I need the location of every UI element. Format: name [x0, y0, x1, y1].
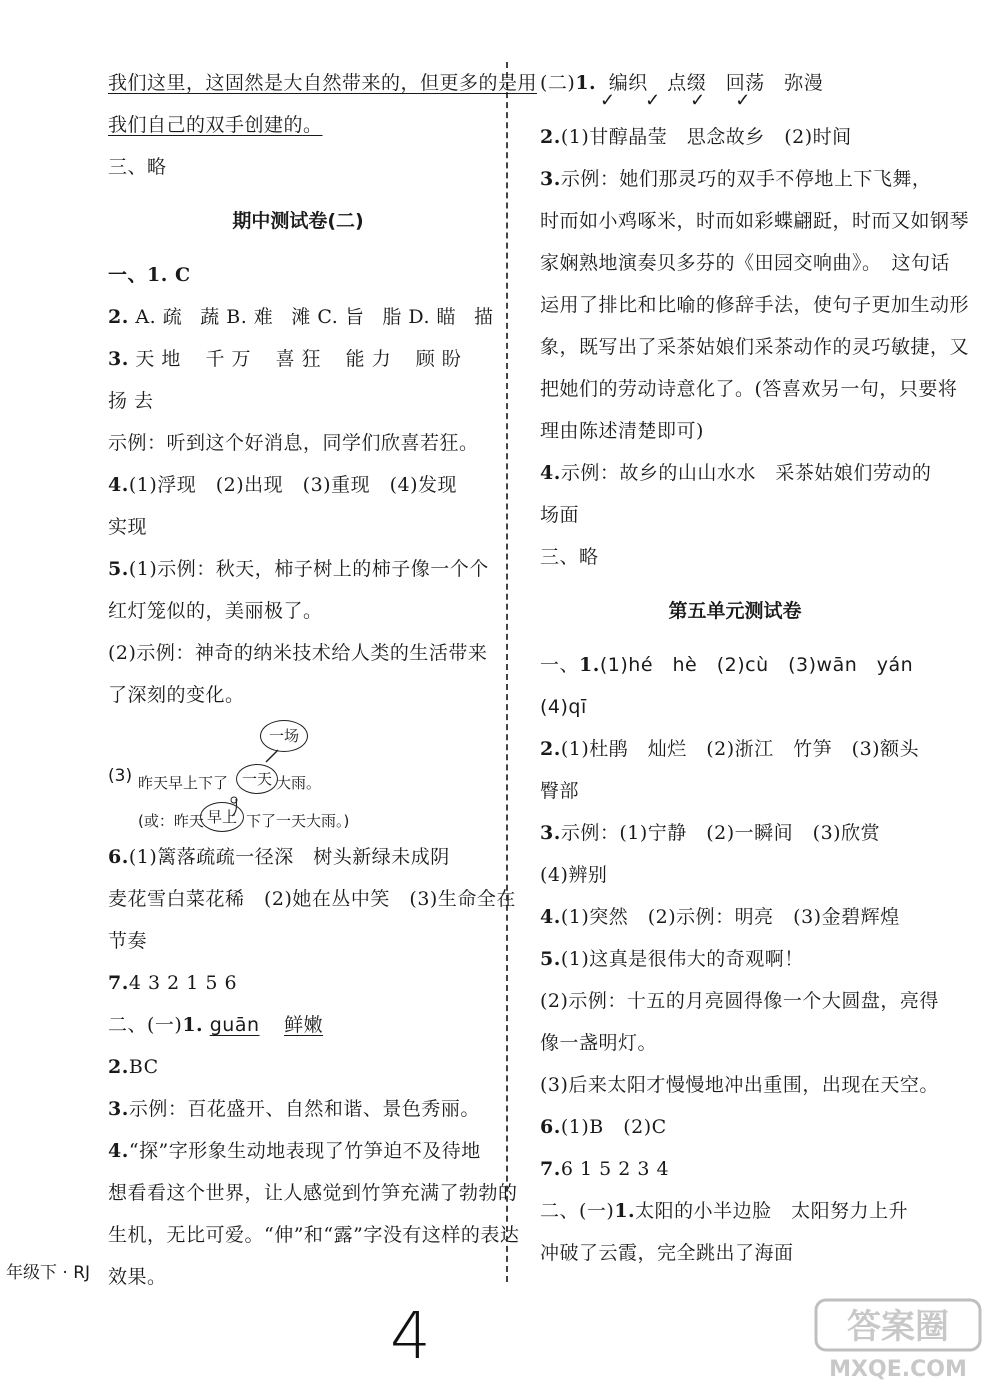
r3-a: 3.示例：她们那灵巧的双手不停地上下飞舞，: [540, 168, 932, 190]
s1-a: 一、1.(1)hé hè (2)cù (3)wān yán: [540, 654, 914, 676]
watermark-bottom-text: MXQE.COM: [829, 1357, 967, 1382]
q6-c: 节奏: [108, 930, 148, 952]
q4: 4.(1)浮现 (2)出现 (3)重现 (4)发现: [108, 474, 457, 496]
section-san-2: 三、略: [540, 546, 599, 568]
diagram-sentence-a: 昨天早上下了: [138, 774, 229, 792]
watermark-badge-icon: [808, 1296, 988, 1382]
diagram-sentence-b: 大雨。: [276, 774, 322, 792]
s5-c: 像一盏明灯。: [540, 1032, 658, 1054]
r3-f: 把她们的劳动诗意化了。(答喜欢另一句，只要将: [540, 378, 958, 400]
q5-2b: 了深刻的变化。: [108, 684, 245, 706]
s2-b: 臀部: [540, 780, 580, 802]
s1-b: (4)qī: [540, 696, 587, 718]
s5-b: (2)示例：十五的月亮圆得像一个大圆盘，亮得: [540, 990, 939, 1012]
r3-e: 象，既写出了采茶姑娘们采茶动作的灵巧敏捷，又: [540, 336, 970, 358]
s6: 6.(1)B (2)C: [540, 1116, 667, 1138]
e4-b: 想看看这个世界，让人感觉到竹笋充满了勃勃的: [108, 1182, 518, 1204]
s5-a: 5.(1)这真是很伟大的奇观啊！: [540, 948, 804, 970]
r1-checkmarks: ✓✓✓✓: [600, 90, 781, 111]
r2: 2.(1)甘醇晶莹 思念故乡 (2)时间: [540, 126, 852, 148]
oval-zaoshang: 早上: [200, 802, 244, 832]
e4-c: 生机，无比可爱。“伸”和“露”字没有这样的表达: [108, 1224, 520, 1246]
e2: 2.BC: [108, 1056, 159, 1078]
q3-cont: 扬 去: [108, 390, 154, 412]
e3: 3.示例：百花盛开、自然和谐、景色秀丽。: [108, 1098, 480, 1120]
diagram-number: (3): [108, 766, 133, 786]
edit-diagram: [108, 716, 488, 836]
s4: 4.(1)突然 (2)示例：明亮 (3)金碧辉煌: [540, 906, 900, 928]
r3-g: 理由陈述清楚即可): [540, 420, 704, 442]
q6-a: 6.(1)篱落疏疏一径深 树头新绿未成阴: [108, 846, 450, 868]
q2: 2. A. 疏 蔬 B. 难 滩 C. 旨 脂 D. 瞄 描: [108, 306, 494, 328]
q5-1a: 5.(1)示例：秋天，柿子树上的柿子像一个个: [108, 558, 489, 580]
s3-a: 3.示例：(1)宁静 (2)一瞬间 (3)欣赏: [540, 822, 881, 844]
oval-yitian: 一天: [236, 764, 278, 794]
e4-d: 效果。: [108, 1266, 167, 1288]
r4-a: 4.示例：故乡的山山水水 采茶姑娘们劳动的: [540, 462, 932, 484]
left-column: [108, 62, 538, 1298]
q5-1b: 红灯笼似的，美丽极了。: [108, 600, 323, 622]
r3-c: 家娴熟地演奏贝多芬的《田园交响曲》。 这句话: [540, 252, 951, 274]
intro-line-2: 我们自己的双手创建的。: [108, 114, 323, 136]
t1-a: 二、(一)1.太阳的小半边脸 太阳努力上升: [540, 1200, 909, 1222]
q5-2a: (2)示例：神奇的纳米技术给人类的生活带来: [108, 642, 488, 664]
q7: 7.4 3 2 1 5 6: [108, 972, 238, 994]
grade-footer: 年级下 · RJ: [6, 1263, 91, 1283]
r3-b: 时而如小鸡啄米，时而如彩蝶翩跹，时而又如钢琴: [540, 210, 970, 232]
right-column: [540, 62, 970, 1274]
s7: 7.6 1 5 2 3 4: [540, 1158, 670, 1180]
t1-b: 冲破了云霞，完全跳出了海面: [540, 1242, 794, 1264]
intro-line-1: 我们这里，这固然是大自然带来的，但更多的是用: [108, 72, 538, 94]
e4-a: 4.“探”字形象生动地表现了竹笋迫不及待地: [108, 1140, 481, 1162]
s2-a: 2.(1)杜鹃 灿烂 (2)浙江 竹笋 (3)额头: [540, 738, 920, 760]
r3-d: 运用了排比和比喻的修辞手法，使句子更加生动形: [540, 294, 970, 316]
r1: (二)1. 编织 点缀 回荡 弥漫: [540, 72, 824, 94]
q1: 一、1. C: [108, 264, 191, 286]
er-1: 二、(一)1. guān 鲜嫩: [108, 1014, 324, 1036]
handwritten-page-number: 4: [390, 1300, 431, 1374]
watermark-logo: [808, 1296, 988, 1382]
r4-b: 场面: [540, 504, 580, 526]
diagram-alt-b: 下了一天大雨。): [246, 812, 350, 830]
oval-yichang: 一场: [260, 720, 308, 752]
q6-b: 麦花雪白菜花稀 (2)她在丛中笑 (3)生命全在: [108, 888, 516, 910]
diagram-alt-a: (或：昨天: [138, 812, 204, 830]
s5-d: (3)后来太阳才慢慢地冲出重围，出现在天空。: [540, 1074, 939, 1096]
q4-cont: 实现: [108, 516, 148, 538]
s3-b: (4)辨别: [540, 864, 608, 886]
column-divider: [506, 62, 508, 1282]
q3-example: 示例：听到这个好消息，同学们欣喜若狂。: [108, 432, 479, 454]
heading-midterm-2: 期中测试卷(二): [232, 210, 364, 232]
watermark-top-text: 答案圈: [847, 1307, 949, 1347]
section-san-1: 三、略: [108, 156, 167, 178]
heading-unit-5: 第五单元测试卷: [668, 600, 802, 622]
q3: 3. 天 地 千 万 喜 狂 能 力 顾 盼: [108, 348, 462, 370]
